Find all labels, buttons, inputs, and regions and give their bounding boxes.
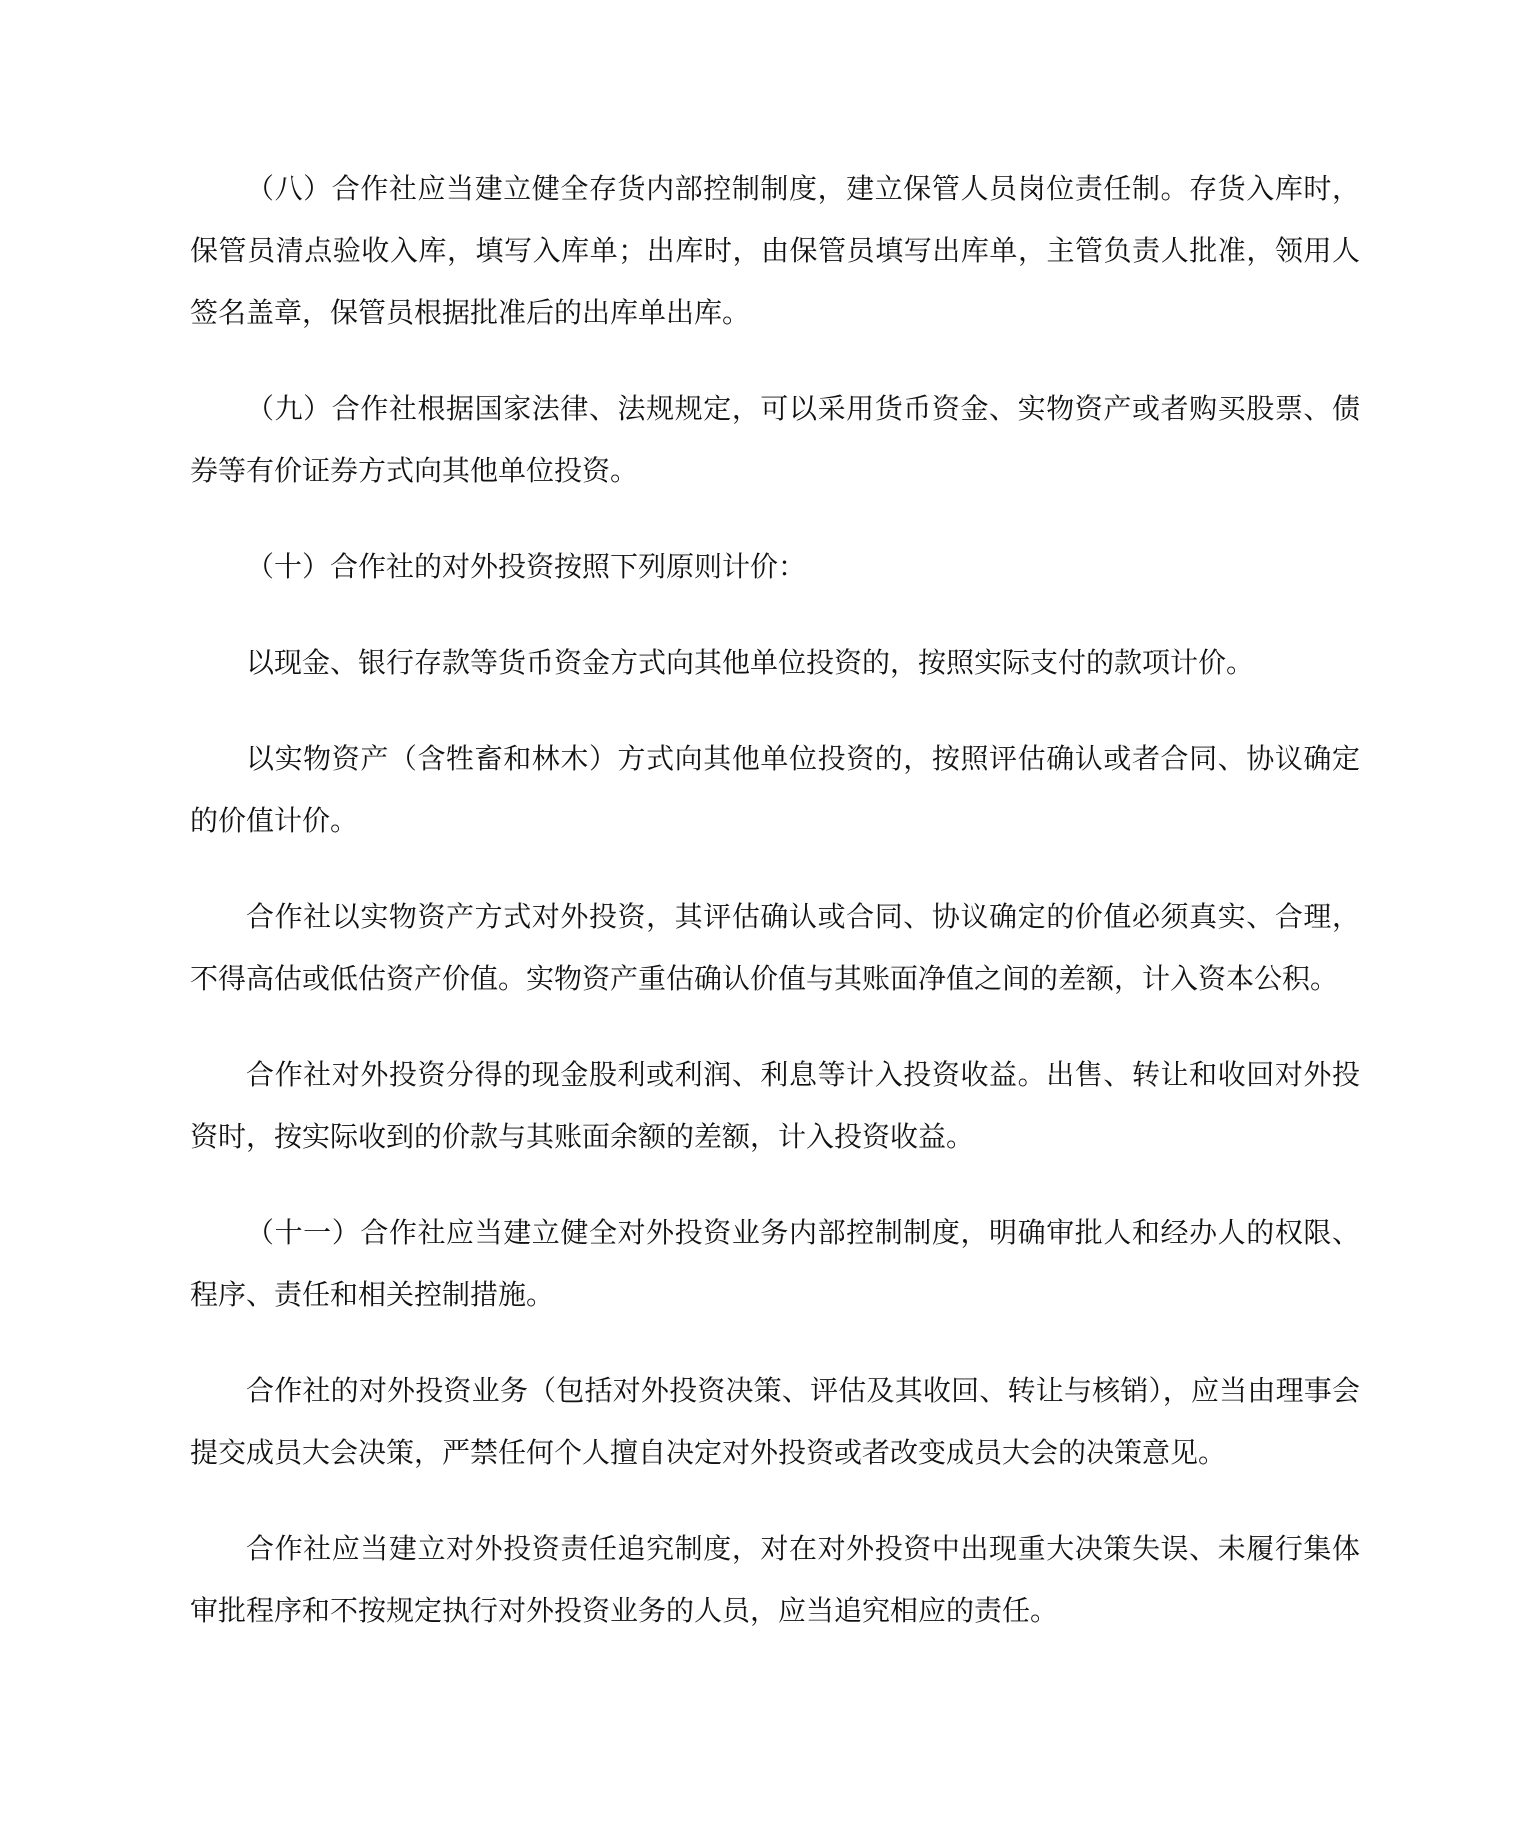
paragraph-decision-process: 合作社的对外投资业务（包括对外投资决策、评估及其收回、转让与核销），应当由理事会提交成员大会决策，严禁任何个人擅自决定对外投资或者改变成员大会的决策意见。 [190, 1374, 1360, 1469]
paragraph-valuation-accuracy: 合作社以实物资产方式对外投资，其评估确认或合同、协议确定的价值必须真实、合理，不得高估或低估资产价值。实物资产重估确认价值与其账面净值之间的差额，计入资本公积。 [190, 900, 1360, 995]
paragraph-physical-asset-investment: 以实物资产（含牲畜和林木）方式向其他单位投资的，按照评估确认或者合同、协议确定的价值计价。 [190, 742, 1360, 837]
paragraph-investment-control: （十一）合作社应当建立健全对外投资业务内部控制制度，明确审批人和经办人的权限、程序、责任和相关控制措施。 [190, 1216, 1360, 1311]
paragraph-cash-investment: 以现金、银行存款等货币资金方式向其他单位投资的，按照实际支付的款项计价。 [246, 646, 1255, 679]
paragraph-valuation-principles: （十）合作社的对外投资按照下列原则计价： [246, 550, 807, 583]
paragraph-investment-methods: （九）合作社根据国家法律、法规规定，可以采用货币资金、实物资产或者购买股票、债券等有价证券方式向其他单位投资。 [190, 392, 1360, 487]
paragraph-accountability: 合作社应当建立对外投资责任追究制度，对在对外投资中出现重大决策失误、未履行集体审批程序和不按规定执行对外投资业务的人员，应当追究相应的责任。 [190, 1532, 1360, 1627]
paragraph-investment-income: 合作社对外投资分得的现金股利或利润、利息等计入投资收益。出售、转让和收回对外投资时，按实际收到的价款与其账面余额的差额，计入投资收益。 [190, 1058, 1360, 1153]
paragraph-inventory-control: （八）合作社应当建立健全存货内部控制制度，建立保管人员岗位责任制。存货入库时，保管员清点验收入库，填写入库单；出库时，由保管员填写出库单，主管负责人批准，领用人签名盖章，保管员根据批准后的出库单出库。 [190, 172, 1360, 329]
document-page [190, 158, 1360, 1676]
